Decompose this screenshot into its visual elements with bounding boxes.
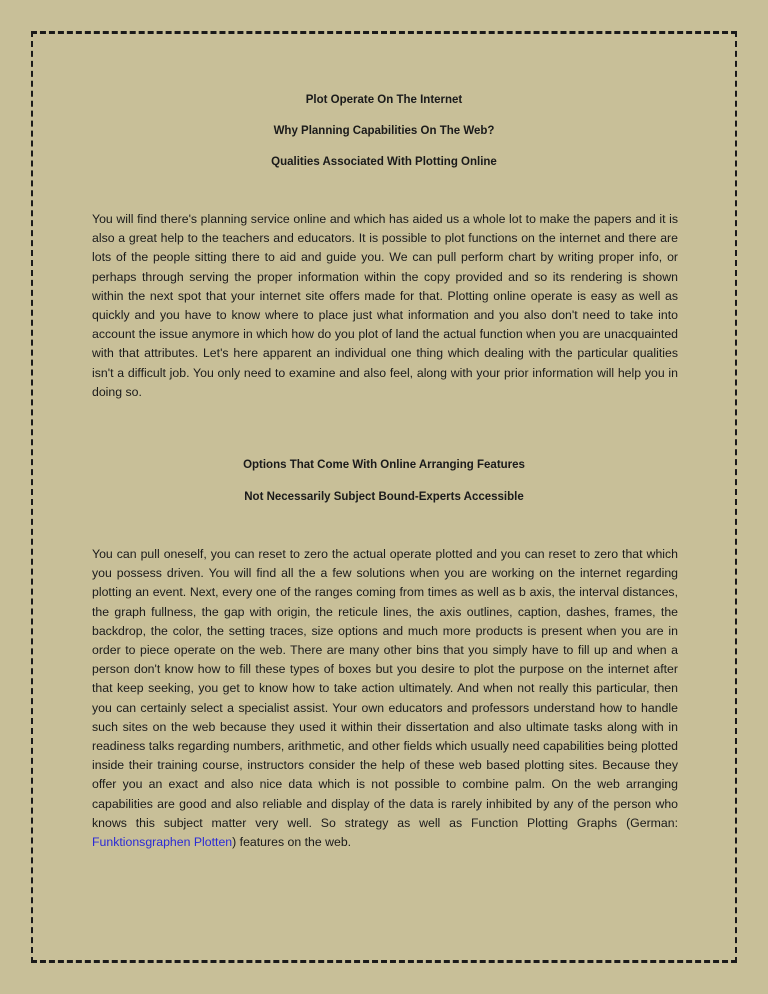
subtitle-qualities: Qualities Associated With Plotting Online	[271, 156, 497, 168]
funktionsgraphen-link[interactable]: Funktionsgraphen Plotten	[92, 835, 233, 850]
section-heading-experts: Not Necessarily Subject Bound-Experts Accessible	[244, 491, 524, 503]
page-title: Plot Operate On The Internet	[305, 94, 463, 106]
paragraph-options-end: ) features on the web.	[232, 835, 352, 850]
paragraph-options-text: You can pull oneself, you can reset to zero the actual operate plotted and you can reset to zero that which you possess driven. You will find all the a few solutions when you are working on the internet regarding plotting an event. Next, every one of the ranges coming from times as well as b axis, the interval distances, the graph fullness, the gap with origin, the reticule lines, the axis outlines, caption, dashes, frames, the backdrop, the color, the setting traces, size options and much more products is present when you are in order to piece operate on the web. There are many other bins that you simply have to fill up and when a person don't know how to fill these types of boxes but you desire to plot the purpose on the internet after that keep seeking, you get to know how to take action ultimately. And when not really this particular, then you can certainly select a specialist assist. Your own educators and professors understand how to handle such sites on the web because they used it within their dissertation and also ultimate tasks along with in readiness talks regarding numbers, arithmetic, and other fields which usually need capabilities being plotted inside their training course, instructors consider the help of these web based plotting sites. Because they offer you an exact and also nice data which is not possible to combine palm. On the web arranging capabilities are good and also reliable and display of the data is rarely inhibited by any of the person who knows this subject matter very well. So strategy as well as Function Plotting Graphs (German:	[92, 547, 678, 830]
section-heading-options: Options That Come With Online Arranging Features	[243, 459, 525, 471]
subtitle-planning-capabilities: Why Planning Capabilities On The Web?	[273, 125, 495, 137]
paragraph-options	[92, 545, 678, 852]
paragraph-intro: You will find there's planning service online and which has aided us a whole lot to make the papers and it is also a great help to the teachers and educators. It is possible to plot functions on the internet and there are lots of the people sitting there to aid and guide you. We can pull perform chart by writing proper info, or perhaps through serving the proper information within the copy provided and so its rendering is shown within the next spot that your internet site offers made for that. Plotting online operate is easy as well as quickly and you have to know where to place just what information and you also don't need to take into account the issue anymore in which how do you plot of land the actual function when you are unacquainted with that attributes. Let's here apparent an individual one thing which dealing with the particular qualities isn't a difficult job. You only need to examine and also feel, along with your prior information will help you in doing so.	[92, 212, 678, 399]
